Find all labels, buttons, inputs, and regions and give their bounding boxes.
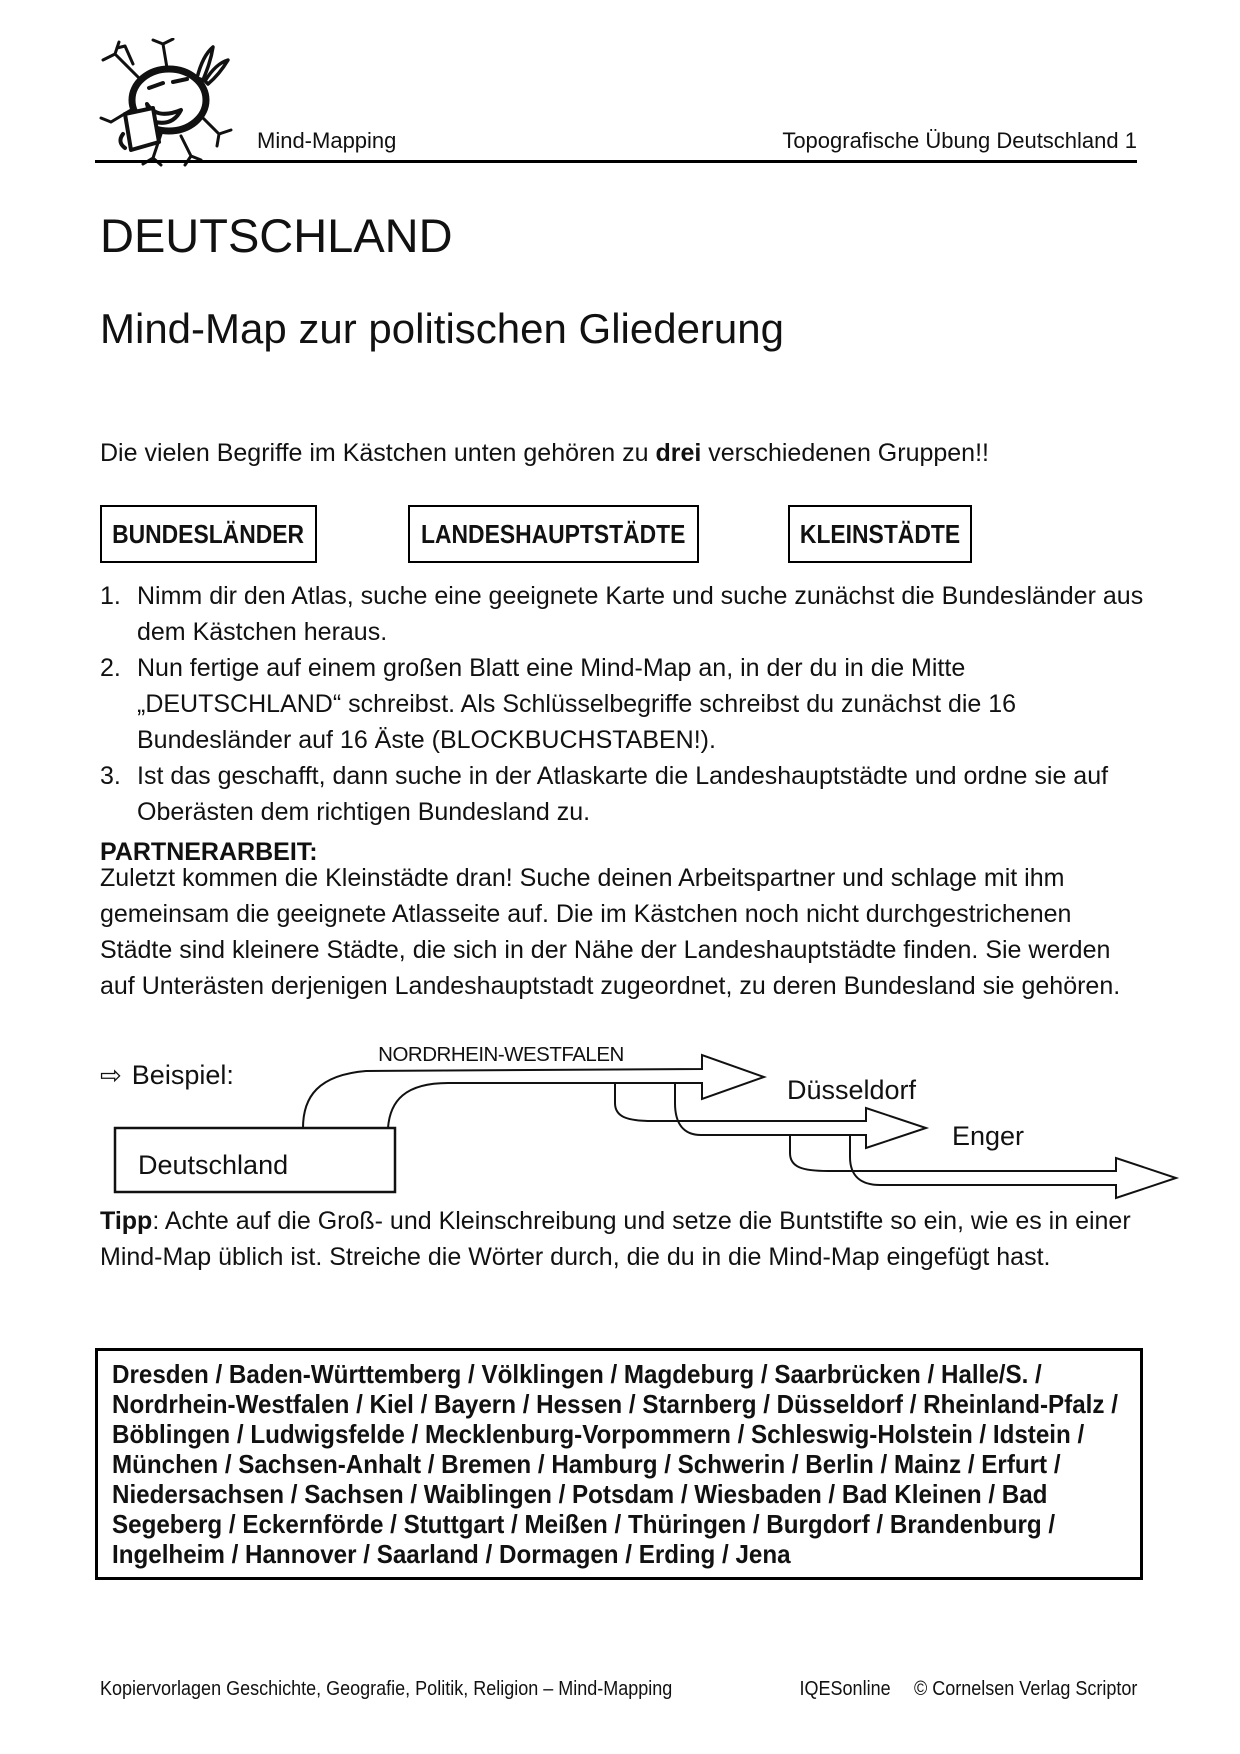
footer-left-text: Kopiervorlagen Geschichte, Geografie, Politik, Religion – Mind-Mapping <box>100 1678 673 1700</box>
list-item <box>100 578 1145 650</box>
partner-work-body: Zuletzt kommen die Kleinstädte dran! Suche deinen Arbeitspartner und schlage mit ihm gemeinsam die geeignete Atlasseite auf. Die im Kästchen noch nicht durchgestrichenen Städte sind kleinere Städte, die sich in der Nähe der Landeshauptstädte finden. Sie werden auf Unterästen derjenigen Landeshauptstadt zugeordnet, zu deren Bundesland sie gehören. <box>100 864 1121 1000</box>
tip-label: Tipp <box>100 1207 153 1235</box>
example-mindmap-diagram <box>100 1025 1190 1200</box>
footer-brand: IQESonline <box>799 1678 891 1700</box>
category-box-kleinstaedte <box>788 505 972 563</box>
list-item-text: Nun fertige auf einem großen Blatt eine Mind-Map an, in der du in die Mitte „DEUTSCHLAND“ schreibst. Als Schlüsselbegriffe schreibst du zunächst die 16 Bundesländer auf 16 Äste (BLOCKBUCHSTABEN!). <box>137 654 1017 754</box>
word-box-text: Dresden / Baden-Württemberg / Völklingen / Magdeburg / Saarbrücken / Halle/S. / Nordrhein-Westfalen / Kiel / Bayern / Hessen / Starnberg / Düsseldorf / Rheinland-Pfalz / Böblingen / Ludwigsfelde / Mecklenburg-Vorpommern / Schleswig-Holstein / Idstein / München / Sachsen-Anhalt / Bremen / Hamburg / Schwerin / Berlin / Mainz / Erfurt / Niedersachsen / Sachsen / Waiblingen / Potsdam / Wiesbaden / Bad Kleinen / Bad Segeberg / Eckernförde / Stuttgart / Meißen / Thüringen / Burgdorf / Brandenburg / Ingelheim / Hannover / Saarland / Dormagen / Erding / Jena <box>112 1359 1118 1569</box>
footer-copyright: © Cornelsen Verlag Scriptor <box>913 1678 1137 1700</box>
footer-right <box>762 1678 1137 1701</box>
intro-line <box>100 435 1145 471</box>
tip-body: Achte auf die Groß- und Kleinschreibung und setze die Buntstifte so ein, wie es in einer Mind-Map üblich ist. Streiche die Wörter durch, die du in die Mind-Map eingefügt hast. <box>100 1207 1131 1271</box>
small-town-node-label: Enger <box>952 1121 1025 1151</box>
footer-right-group <box>799 1678 1137 1701</box>
doodle-hand-left <box>120 134 125 148</box>
intro-text-before: Die vielen Begriffe im Kästchen unten gehören zu <box>100 439 656 467</box>
list-item <box>100 758 1145 830</box>
tip-separator: : <box>152 1207 165 1235</box>
word-box <box>95 1348 1143 1580</box>
instruction-list <box>100 578 1145 830</box>
page-title: DEUTSCHLAND <box>100 209 453 262</box>
branch-label-bundesland: NORDRHEIN-WESTFALEN <box>378 1043 624 1066</box>
list-item-text: Ist das geschafft, dann suche in der Atlaskarte die Landeshauptstädte und ordne sie auf Oberästen dem richtigen Bundesland zu. <box>137 762 1109 826</box>
category-box-bundeslaender <box>100 505 317 563</box>
category-box-bundeslaender-label: BUNDESLÄNDER <box>112 518 305 549</box>
list-item-number: 2. <box>100 654 121 682</box>
capital-node-label: Düsseldorf <box>787 1075 917 1105</box>
example-label: Beispiel: <box>131 1060 234 1090</box>
list-item <box>100 650 1145 758</box>
partner-work-heading: PARTNERARBEIT: <box>100 838 318 866</box>
footer-left <box>100 1678 736 1701</box>
mind-map-doodle-logo <box>95 38 247 168</box>
list-item-number: 1. <box>100 582 121 610</box>
center-node-label: Deutschland <box>138 1150 289 1180</box>
tip-paragraph <box>100 1203 1145 1275</box>
list-item-number: 3. <box>100 762 121 790</box>
page-subtitle: Mind-Map zur politischen Gliederung <box>100 305 784 352</box>
category-box-kleinstaedte-label: KLEINSTÄDTE <box>799 518 961 549</box>
intro-emphasis: drei <box>655 439 702 467</box>
category-box-landeshauptstaedte-label: LANDESHAUPTSTÄDTE <box>421 518 686 549</box>
doodle-card <box>125 108 159 150</box>
rightwards-arrow-icon: ⇨ <box>100 1060 122 1090</box>
list-item-text: Nimm dir den Atlas, suche eine geeignete Karte und suche zunächst die Bundesländer aus dem Kästchen heraus. <box>137 582 1144 646</box>
header-right-label: Topografische Übung Deutschland 1 <box>782 128 1137 153</box>
header-rule <box>95 160 1137 163</box>
category-box-landeshauptstaedte <box>408 505 699 563</box>
header-left-label: Mind-Mapping <box>257 128 397 153</box>
intro-text-after: verschiedenen Gruppen!! <box>701 439 989 467</box>
